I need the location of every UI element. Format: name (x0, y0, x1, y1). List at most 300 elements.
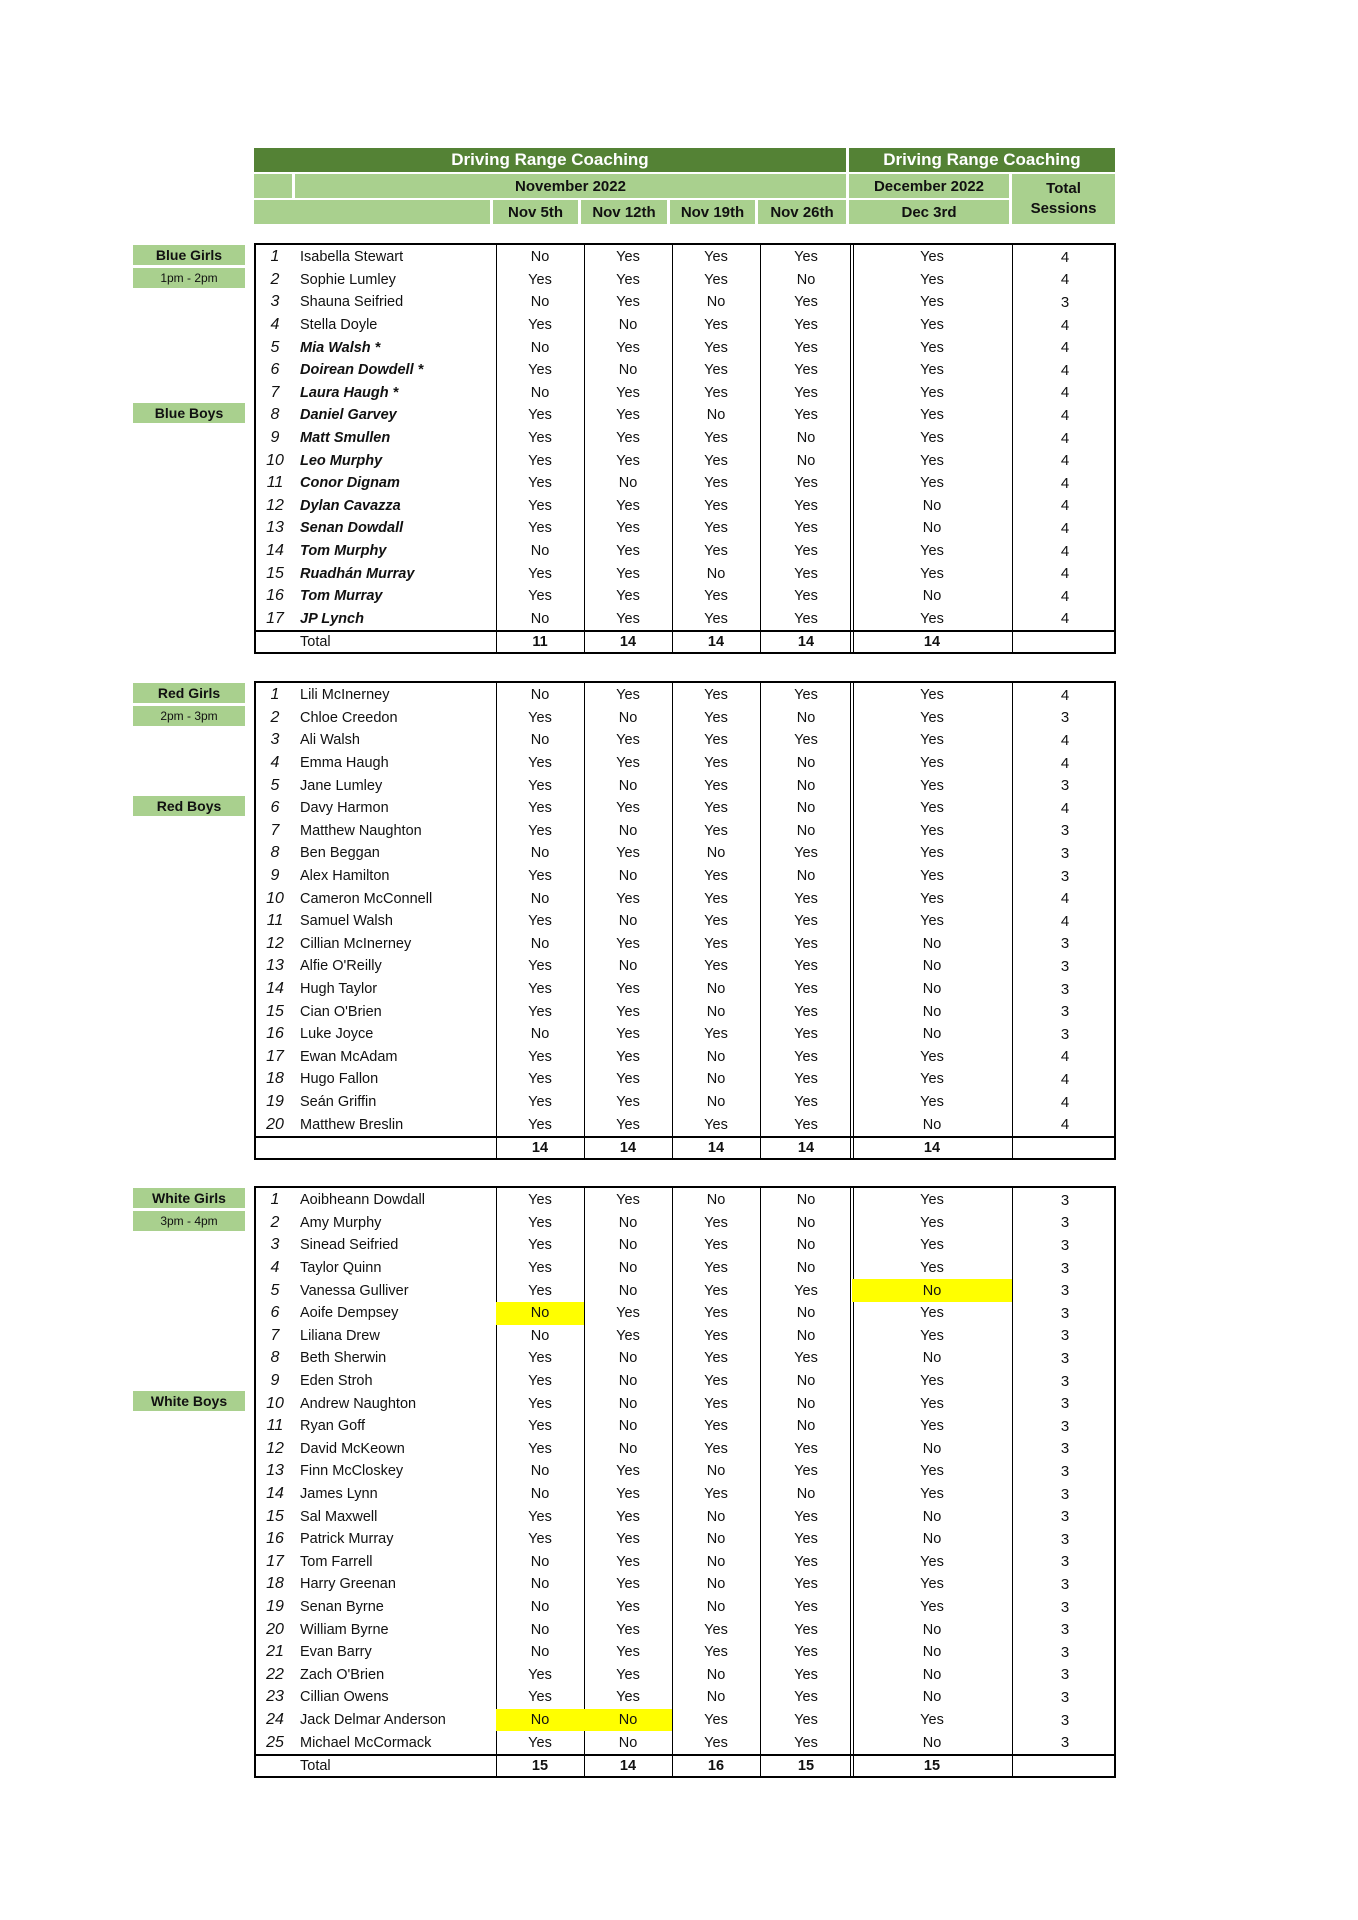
date-dec3-text: Dec 3rd (901, 203, 957, 221)
row-number: 8 (270, 1349, 280, 1367)
total-label: Total (300, 634, 331, 651)
table-row (256, 517, 1114, 540)
attendance-cell: Yes (920, 1599, 944, 1616)
attendance-cell: Yes (920, 1192, 944, 1209)
attendance-cell: Yes (704, 1712, 728, 1729)
total-sessions-cell: 4 (1060, 452, 1070, 470)
attendance-cell: Yes (920, 732, 944, 749)
row-number: 14 (266, 542, 284, 560)
attendance-cell: No (530, 1327, 550, 1344)
date-header-nov26 (758, 200, 846, 224)
attendance-cell: Yes (528, 1689, 552, 1706)
total-count-cell: 14 (923, 1140, 941, 1157)
total-sessions-cell: 4 (1060, 754, 1070, 772)
total-sessions-cell: 3 (1060, 1395, 1070, 1413)
table-row (256, 382, 1114, 405)
attendance-cell: Yes (920, 543, 944, 560)
attendance-cell: Yes (704, 430, 728, 447)
player-name: Jane Lumley (300, 777, 383, 794)
attendance-cell: Yes (616, 271, 640, 288)
player-name: Zach O'Brien (300, 1666, 385, 1683)
player-name: Aoibheann Dowdall (300, 1192, 425, 1209)
player-name: James Lynn (300, 1486, 378, 1503)
table-row (256, 1528, 1114, 1551)
row-number: 15 (266, 564, 284, 582)
attendance-cell: Yes (528, 1282, 552, 1299)
attendance-cell: Yes (920, 1214, 944, 1231)
attendance-cell: Yes (616, 1689, 640, 1706)
player-name: Patrick Murray (300, 1531, 394, 1548)
total-count-cell: 14 (797, 1140, 815, 1157)
row-number: 10 (266, 1394, 284, 1412)
attendance-cell: Yes (704, 1214, 728, 1231)
row-number: 18 (266, 1575, 284, 1593)
attendance-cell: No (796, 709, 816, 726)
total-count-cell: 14 (707, 1140, 725, 1157)
attendance-cell: Yes (616, 1621, 640, 1638)
player-name: Aoife Dempsey (300, 1305, 399, 1322)
total-sessions-cell: 3 (1060, 1236, 1070, 1254)
player-name: Cillian McInerney (300, 935, 412, 952)
total-sessions-cell: 3 (1060, 957, 1070, 975)
attendance-cell: Yes (794, 384, 818, 401)
attendance-cell: Yes (794, 1026, 818, 1043)
attendance-cell: No (530, 1463, 550, 1480)
attendance-cell: Yes (704, 687, 728, 704)
group-label: Blue Girls (133, 245, 245, 265)
attendance-cell: Yes (794, 1071, 818, 1088)
row-number: 24 (266, 1711, 284, 1729)
attendance-cell: No (796, 1260, 816, 1277)
attendance-cell: Yes (920, 610, 944, 627)
row-number: 18 (266, 1070, 284, 1088)
player-name: Ryan Goff (300, 1418, 366, 1435)
group-label: 2pm - 3pm (133, 706, 245, 726)
player-name: Conor Dignam (300, 475, 400, 492)
attendance-cell: No (706, 565, 726, 582)
player-name: Doirean Dowdell * (300, 362, 424, 379)
total-sessions-cell: 3 (1060, 822, 1070, 840)
total-sessions-cell: 3 (1060, 1191, 1070, 1209)
player-name: Isabella Stewart (300, 249, 404, 266)
date-nov26-text: Nov 26th (770, 203, 834, 221)
attendance-cell: Yes (616, 1192, 640, 1209)
table-row (256, 707, 1114, 730)
attendance-cell: Yes (920, 407, 944, 424)
row-number: 12 (266, 496, 284, 514)
total-sessions-cell: 3 (1060, 1598, 1070, 1616)
attendance-cell: Yes (794, 1350, 818, 1367)
attendance-cell: Yes (704, 1116, 728, 1133)
header-blank-cell (254, 174, 292, 198)
attendance-cell: Yes (616, 1003, 640, 1020)
attendance-cell: No (618, 1440, 638, 1457)
attendance-cell: Yes (920, 565, 944, 582)
row-number: 3 (270, 293, 280, 311)
attendance-cell: No (922, 1644, 942, 1661)
player-name: Beth Sherwin (300, 1350, 387, 1367)
attendance-cell: Yes (704, 958, 728, 975)
group-label: Red Boys (133, 796, 245, 816)
attendance-cell: Yes (794, 1553, 818, 1570)
total-sessions-cell: 4 (1060, 610, 1070, 628)
attendance-cell: No (922, 1621, 942, 1638)
table-row (256, 1483, 1114, 1506)
total-sessions-cell: 4 (1060, 565, 1070, 583)
attendance-cell: Yes (704, 610, 728, 627)
attendance-cell: Yes (616, 543, 640, 560)
attendance-cell: No (530, 890, 550, 907)
table-row (256, 729, 1114, 752)
table-row (256, 1091, 1114, 1114)
attendance-cell: Yes (704, 1026, 728, 1043)
date-header-dec3 (849, 200, 1009, 224)
attendance-cell: Yes (920, 339, 944, 356)
attendance-cell: Yes (794, 1576, 818, 1593)
attendance-cell: No (618, 1395, 638, 1412)
attendance-cell: No (618, 1214, 638, 1231)
row-number: 5 (270, 338, 280, 356)
attendance-cell: Yes (616, 845, 640, 862)
attendance-cell: No (530, 732, 550, 749)
attendance-cell: No (852, 1279, 1012, 1302)
total-sessions-cell: 3 (1060, 1530, 1070, 1548)
attendance-cell: No (618, 1282, 638, 1299)
total-sessions-cell: 3 (1060, 1711, 1070, 1729)
row-number: 10 (266, 451, 284, 469)
row-number: 15 (266, 1002, 284, 1020)
attendance-cell: Yes (920, 687, 944, 704)
attendance-cell: No (706, 981, 726, 998)
player-name: Samuel Walsh (300, 913, 393, 930)
total-sessions-cell: 3 (1060, 1440, 1070, 1458)
attendance-cell: No (796, 822, 816, 839)
attendance-cell: Yes (920, 709, 944, 726)
attendance-cell: Yes (704, 913, 728, 930)
row-number: 12 (266, 934, 284, 952)
attendance-cell: Yes (528, 1440, 552, 1457)
attendance-cell: No (922, 1026, 942, 1043)
total-sessions-cell: 4 (1060, 799, 1070, 817)
group-label: White Boys (133, 1391, 245, 1411)
attendance-cell: Yes (704, 890, 728, 907)
attendance-cell: No (706, 1599, 726, 1616)
attendance-cell: No (796, 800, 816, 817)
attendance-cell: Yes (616, 981, 640, 998)
attendance-cell: Yes (794, 890, 818, 907)
row-number: 19 (266, 1598, 284, 1616)
attendance-cell: No (530, 249, 550, 266)
attendance-cell: No (530, 845, 550, 862)
total-count-cell: 14 (707, 634, 725, 651)
attendance-cell: No (618, 1260, 638, 1277)
table-row (256, 1438, 1114, 1461)
player-name: Sinead Seifried (300, 1237, 399, 1254)
attendance-cell: No (706, 1531, 726, 1548)
attendance-cell: Yes (704, 709, 728, 726)
player-name: David McKeown (300, 1440, 405, 1457)
player-name: Leo Murphy (300, 452, 383, 469)
total-sessions-cell: 3 (1060, 844, 1070, 862)
total-sessions-cell: 3 (1060, 1462, 1070, 1480)
attendance-cell: Yes (616, 1116, 640, 1133)
total-sessions-cell: 3 (1060, 1259, 1070, 1277)
attendance-cell: No (706, 1576, 726, 1593)
total-sessions-cell: 3 (1060, 1621, 1070, 1639)
attendance-cell: Yes (794, 732, 818, 749)
table-row (256, 1731, 1114, 1754)
table-row (256, 1641, 1114, 1664)
row-number: 17 (266, 609, 284, 627)
attendance-cell: No (530, 610, 550, 627)
table-row (256, 1686, 1114, 1709)
player-name: Laura Haugh * (300, 384, 399, 401)
attendance-cell: Yes (528, 452, 552, 469)
attendance-cell: Yes (616, 497, 640, 514)
player-name: Cian O'Brien (300, 1003, 382, 1020)
attendance-cell: Yes (920, 317, 944, 334)
attendance-cell: Yes (920, 384, 944, 401)
table-row (256, 820, 1114, 843)
table-row (256, 336, 1114, 359)
table-row (256, 359, 1114, 382)
table-row (256, 1257, 1114, 1280)
row-number: 13 (266, 519, 284, 537)
attendance-cell: Yes (794, 1734, 818, 1751)
player-name: Jack Delmar Anderson (300, 1712, 446, 1729)
row-number: 1 (270, 1191, 280, 1209)
attendance-cell: No (618, 317, 638, 334)
attendance-cell: Yes (794, 565, 818, 582)
total-sessions-cell: 4 (1060, 497, 1070, 515)
attendance-cell: Yes (704, 755, 728, 772)
title-december (849, 148, 1115, 172)
row-number: 12 (266, 1439, 284, 1457)
attendance-cell: Yes (528, 1116, 552, 1133)
row-number: 1 (270, 248, 280, 266)
attendance-cell: Yes (794, 249, 818, 266)
total-sessions-cell: 3 (1060, 1688, 1070, 1706)
player-name: Senan Dowdall (300, 520, 404, 537)
attendance-cell: No (922, 1003, 942, 1020)
attendance-cell: Yes (616, 732, 640, 749)
table-row (256, 865, 1114, 888)
attendance-cell: Yes (794, 610, 818, 627)
attendance-cell: Yes (794, 1621, 818, 1638)
total-count-cell: 16 (707, 1758, 725, 1775)
attendance-cell: No (796, 430, 816, 447)
attendance-cell: No (530, 339, 550, 356)
total-sessions-cell: 3 (1060, 1025, 1070, 1043)
player-name: Alfie O'Reilly (300, 958, 382, 975)
attendance-cell: No (796, 1237, 816, 1254)
date-header-nov12 (581, 200, 667, 224)
attendance-cell: No (706, 1553, 726, 1570)
total-sessions-header (1012, 174, 1115, 224)
total-row (256, 631, 1114, 654)
player-name: Matthew Breslin (300, 1116, 404, 1133)
attendance-cell: Yes (616, 1026, 640, 1043)
attendance-cell: Yes (920, 1071, 944, 1088)
attendance-cell: Yes (528, 1048, 552, 1065)
player-name: Shauna Seifried (300, 294, 404, 311)
row-number: 16 (266, 1025, 284, 1043)
date-header-nov19 (670, 200, 755, 224)
attendance-cell: Yes (616, 588, 640, 605)
attendance-cell: No (796, 1327, 816, 1344)
total-sessions-cell: 4 (1060, 248, 1070, 266)
row-number: 15 (266, 1507, 284, 1525)
group-label: Blue Boys (133, 403, 245, 423)
total-sessions-cell: 3 (1060, 1304, 1070, 1322)
attendance-cell: Yes (528, 565, 552, 582)
attendance-cell: No (796, 1305, 816, 1322)
total-sessions-cell: 3 (1060, 1327, 1070, 1345)
player-name: Emma Haugh (300, 755, 389, 772)
attendance-cell: No (796, 868, 816, 885)
total-sessions-cell: 3 (1060, 935, 1070, 953)
table-row (256, 291, 1114, 314)
row-number: 22 (266, 1665, 284, 1683)
total-sessions-cell: 4 (1060, 542, 1070, 560)
total-sessions-cell: 3 (1060, 1349, 1070, 1367)
attendance-cell: Yes (920, 1048, 944, 1065)
row-number: 4 (270, 1259, 280, 1277)
total-sessions-cell: 4 (1060, 587, 1070, 605)
table-row (256, 684, 1114, 707)
attendance-cell: Yes (920, 1418, 944, 1435)
attendance-cell: Yes (528, 1531, 552, 1548)
attendance-cell: Yes (920, 1463, 944, 1480)
attendance-cell: Yes (794, 1712, 818, 1729)
attendance-cell: Yes (528, 709, 552, 726)
attendance-cell: No (706, 1666, 726, 1683)
player-name: Alex Hamilton (300, 868, 390, 885)
attendance-cell: No (530, 1599, 550, 1616)
player-name: Chloe Creedon (300, 709, 398, 726)
attendance-cell: No (530, 294, 550, 311)
row-number: 6 (270, 361, 280, 379)
attendance-cell: No (618, 709, 638, 726)
row-number: 8 (270, 844, 280, 862)
attendance-cell: Yes (794, 1508, 818, 1525)
attendance-cell: Yes (794, 1440, 818, 1457)
player-name: Vanessa Gulliver (300, 1282, 409, 1299)
attendance-cell: Yes (704, 732, 728, 749)
attendance-cell: Yes (616, 687, 640, 704)
attendance-cell: Yes (704, 1734, 728, 1751)
attendance-cell: Yes (616, 1071, 640, 1088)
attendance-cell: No (922, 497, 942, 514)
attendance-cell: Yes (616, 935, 640, 952)
attendance-cell: Yes (528, 1734, 552, 1751)
attendance-cell: Yes (920, 913, 944, 930)
row-number: 11 (266, 912, 284, 930)
attendance-cell: Yes (704, 1327, 728, 1344)
row-number: 21 (266, 1643, 284, 1661)
attendance-cell: Yes (794, 845, 818, 862)
attendance-cell: Yes (920, 1486, 944, 1503)
total-sessions-cell: 4 (1060, 384, 1070, 402)
attendance-cell: Yes (794, 407, 818, 424)
table-row (256, 1325, 1114, 1348)
table-row (256, 608, 1114, 631)
attendance-cell: Yes (920, 294, 944, 311)
attendance-cell: Yes (704, 452, 728, 469)
attendance-cell: Yes (794, 339, 818, 356)
table-row (256, 1573, 1114, 1596)
table-row (256, 910, 1114, 933)
player-name: Sal Maxwell (300, 1508, 378, 1525)
attendance-cell: Yes (704, 339, 728, 356)
total-sessions-cell: 3 (1060, 1734, 1070, 1752)
attendance-cell: Yes (794, 913, 818, 930)
table-row (256, 1347, 1114, 1370)
total-sessions-cell: 4 (1060, 1070, 1070, 1088)
table-row (256, 1279, 1114, 1302)
attendance-cell: Yes (794, 1666, 818, 1683)
row-number: 2 (270, 1213, 280, 1231)
row-number: 13 (266, 1462, 284, 1480)
player-name: Finn McCloskey (300, 1463, 404, 1480)
total-sessions-cell: 3 (1060, 1485, 1070, 1503)
date-header-blank (254, 200, 490, 224)
table-row (256, 540, 1114, 563)
player-name: Davy Harmon (300, 800, 389, 817)
attendance-cell: No (584, 1709, 672, 1732)
table-row (256, 472, 1114, 495)
month-december-text: December 2022 (873, 177, 985, 195)
table-row (256, 562, 1114, 585)
attendance-cell: No (618, 958, 638, 975)
total-count-cell: 14 (619, 1758, 637, 1775)
attendance-cell: No (922, 1440, 942, 1457)
attendance-cell: No (530, 687, 550, 704)
attendance-cell: No (796, 1214, 816, 1231)
attendance-cell: Yes (920, 430, 944, 447)
attendance-cell: Yes (616, 520, 640, 537)
attendance-cell: No (618, 1734, 638, 1751)
table-row (256, 404, 1114, 427)
month-november-text: November 2022 (515, 177, 626, 195)
attendance-cell: Yes (528, 271, 552, 288)
attendance-cell: Yes (528, 1071, 552, 1088)
title-november-text: Driving Range Coaching (451, 150, 649, 169)
attendance-cell: Yes (616, 452, 640, 469)
attendance-cell: Yes (704, 1418, 728, 1435)
attendance-cell: Yes (704, 475, 728, 492)
row-number: 4 (270, 754, 280, 772)
attendance-cell: No (796, 1395, 816, 1412)
attendance-cell: Yes (794, 1689, 818, 1706)
attendance-cell: Yes (528, 1508, 552, 1525)
player-name: Senan Byrne (300, 1599, 384, 1616)
player-name: Seán Griffin (300, 1094, 377, 1111)
row-number: 8 (270, 406, 280, 424)
attendance-cell: Yes (920, 1094, 944, 1111)
attendance-cell: Yes (794, 294, 818, 311)
attendance-cell: Yes (616, 610, 640, 627)
attendance-cell: Yes (704, 1305, 728, 1322)
player-name: Daniel Garvey (300, 407, 397, 424)
attendance-table-group-3 (254, 1186, 1116, 1778)
attendance-cell: No (922, 1116, 942, 1133)
attendance-cell: No (618, 1418, 638, 1435)
player-name: Hugo Fallon (300, 1071, 379, 1088)
table-row (256, 1023, 1114, 1046)
table-row (256, 933, 1114, 956)
player-name: Sophie Lumley (300, 271, 396, 288)
